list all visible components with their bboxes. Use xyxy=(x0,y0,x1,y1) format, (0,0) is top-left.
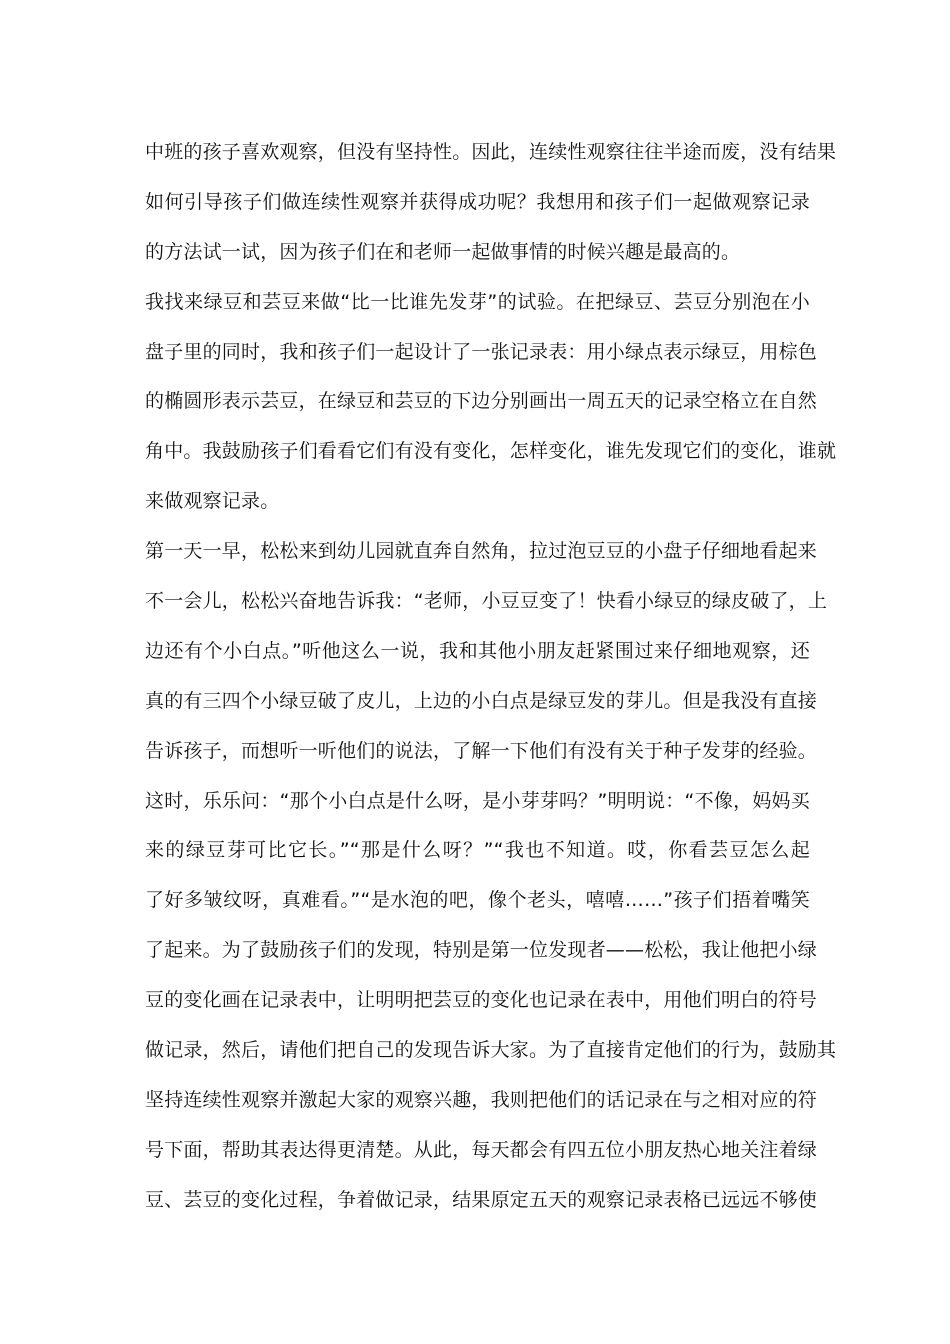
text-line: 豆、芸豆的变化过程，争着做记录，结果原定五天的观察记录表格已远远不够使 xyxy=(145,1188,818,1211)
text-line: 了好多皱纹呀，真难看。”“是水泡的吧，像个老头，嘻嘻……”孩子们捂着嘴笑 xyxy=(145,889,810,912)
text-line: 来做观察记录。 xyxy=(145,490,280,513)
text-line: 坚持连续性观察并激起大家的观察兴趣，我则把他们的话记录在与之相对应的符 xyxy=(145,1088,818,1111)
text-line: 了起来。为了鼓励孩子们的发现，特别是第一位发现者——松松，我让他把小绿 xyxy=(145,939,818,962)
text-line: 边还有个小白点。”听他这么一说，我和其他小朋友赶紧围过来仔细地观察，还 xyxy=(145,639,810,662)
text-line: 这时，乐乐问：“那个小白点是什么呀，是小芽芽吗？”明明说：“不像，妈妈买 xyxy=(145,789,810,812)
text-line: 来的绿豆芽可比它长。”“那是什么呀？”“我也不知道。哎，你看芸豆怎么起 xyxy=(145,839,810,862)
body-text xyxy=(145,132,837,1230)
text-line: 告诉孩子，而想听一听他们的说法，了解一下他们有没有关于种子发芽的经验。 xyxy=(145,739,818,762)
text-line: 豆的变化画在记录表中，让明明把芸豆的变化也记录在表中，用他们明白的符号 xyxy=(145,989,818,1012)
text-line: 不一会儿，松松兴奋地告诉我：“老师，小豆豆变了！快看小绿豆的绿皮破了，上 xyxy=(145,590,828,613)
text-line: 号下面，帮助其表达得更清楚。从此，每天都会有四五位小朋友热心地关注着绿 xyxy=(145,1138,818,1161)
text-line: 角中。我鼓励孩子们看看它们有没有变化，怎样变化，谁先发现它们的变化，谁就 xyxy=(145,440,837,463)
text-line: 第一天一早，松松来到幼儿园就直奔自然角，拉过泡豆豆的小盘子仔细地看起来 xyxy=(145,540,818,563)
text-line: 做记录，然后，请他们把自己的发现告诉大家。为了直接肯定他们的行为，鼓励其 xyxy=(145,1039,837,1062)
text-line: 我找来绿豆和芸豆来做“比一比谁先发芽”的试验。在把绿豆、芸豆分别泡在小 xyxy=(145,290,810,313)
text-line: 真的有三四个小绿豆破了皮儿，上边的小白点是绿豆发的芽儿。但是我没有直接 xyxy=(145,689,818,712)
text-line: 的椭圆形表示芸豆，在绿豆和芸豆的下边分别画出一周五天的记录空格立在自然 xyxy=(145,390,818,413)
text-line: 盘子里的同时，我和孩子们一起设计了一张记录表：用小绿点表示绿豆，用棕色 xyxy=(145,340,818,363)
text-line: 的方法试一试，因为孩子们在和老师一起做事情的时候兴趣是最高的。 xyxy=(145,240,741,263)
text-line: 中班的孩子喜欢观察，但没有坚持性。因此，连续性观察往往半途而废，没有结果 xyxy=(145,141,837,163)
text-line: 如何引导孩子们做连续性观察并获得成功呢？我想用和孩子们一起做观察记录 xyxy=(145,190,810,213)
